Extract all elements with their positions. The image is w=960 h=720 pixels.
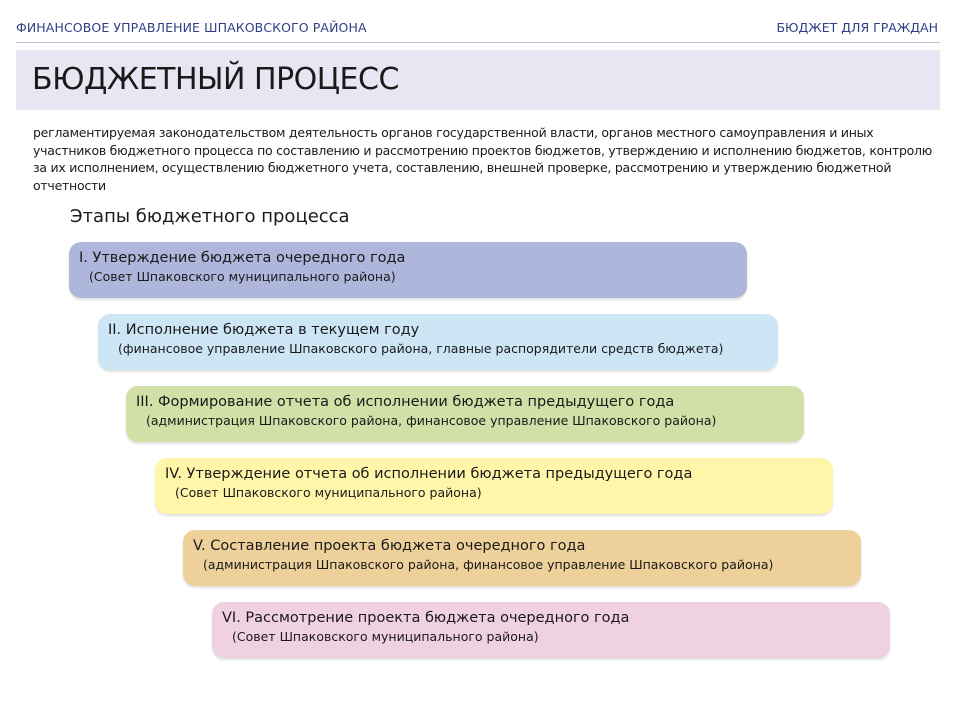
stage-2-box [98,314,778,370]
stage-title: I. Утверждение бюджета очередного года [79,250,406,266]
page-title: БЮДЖЕТНЫЙ ПРОЦЕСС [32,62,399,97]
stage-title: IV. Утверждение отчета об исполнении бюджета предыдущего года [165,466,693,482]
stage-title: VI. Рассмотрение проекта бюджета очередного года [222,610,630,626]
section-tag: БЮДЖЕТ ДЛЯ ГРАЖДАН [776,20,938,35]
stage-responsible: (финансовое управление Шпаковского района, главные распорядители средств бюджета) [118,341,724,356]
stages-heading: Этапы бюджетного процесса [70,206,350,227]
stage-responsible: (Совет Шпаковского муниципального района) [89,269,396,284]
stage-responsible: (администрация Шпаковского района, финансовое управление Шпаковского района) [146,413,717,428]
stage-responsible: (администрация Шпаковского района, финансовое управление Шпаковского района) [203,557,774,572]
stage-responsible: (Совет Шпаковского муниципального района) [175,485,482,500]
stage-6-box [212,602,890,658]
stage-title: III. Формирование отчета об исполнении бюджета предыдущего года [136,394,675,410]
title-band [16,50,940,110]
stage-5-box [183,530,861,586]
stage-1-box [69,242,747,298]
stage-title: V. Составление проекта бюджета очередного года [193,538,586,554]
organization-name: ФИНАНСОВОЕ УПРАВЛЕНИЕ ШПАКОВСКОГО РАЙОНА [16,20,367,35]
stage-responsible: (Совет Шпаковского муниципального района) [232,629,539,644]
stage-4-box [155,458,833,514]
stage-title: II. Исполнение бюджета в текущем году [108,322,420,338]
definition-text: регламентируемая законодательством деятельность органов государственной власти, органов местного самоуправления и иных участников бюджетного процесса по составлению и рассмотрению проектов бюджетов, утверждению и исполнению бюджетов, контролю за их исполнением, осуществлению бюджетного учета, составлению, внешней проверке, рассмотрению и утверждению бюджетной отчетности [33,125,933,193]
stage-3-box [126,386,804,442]
top-header-bar [16,0,940,43]
